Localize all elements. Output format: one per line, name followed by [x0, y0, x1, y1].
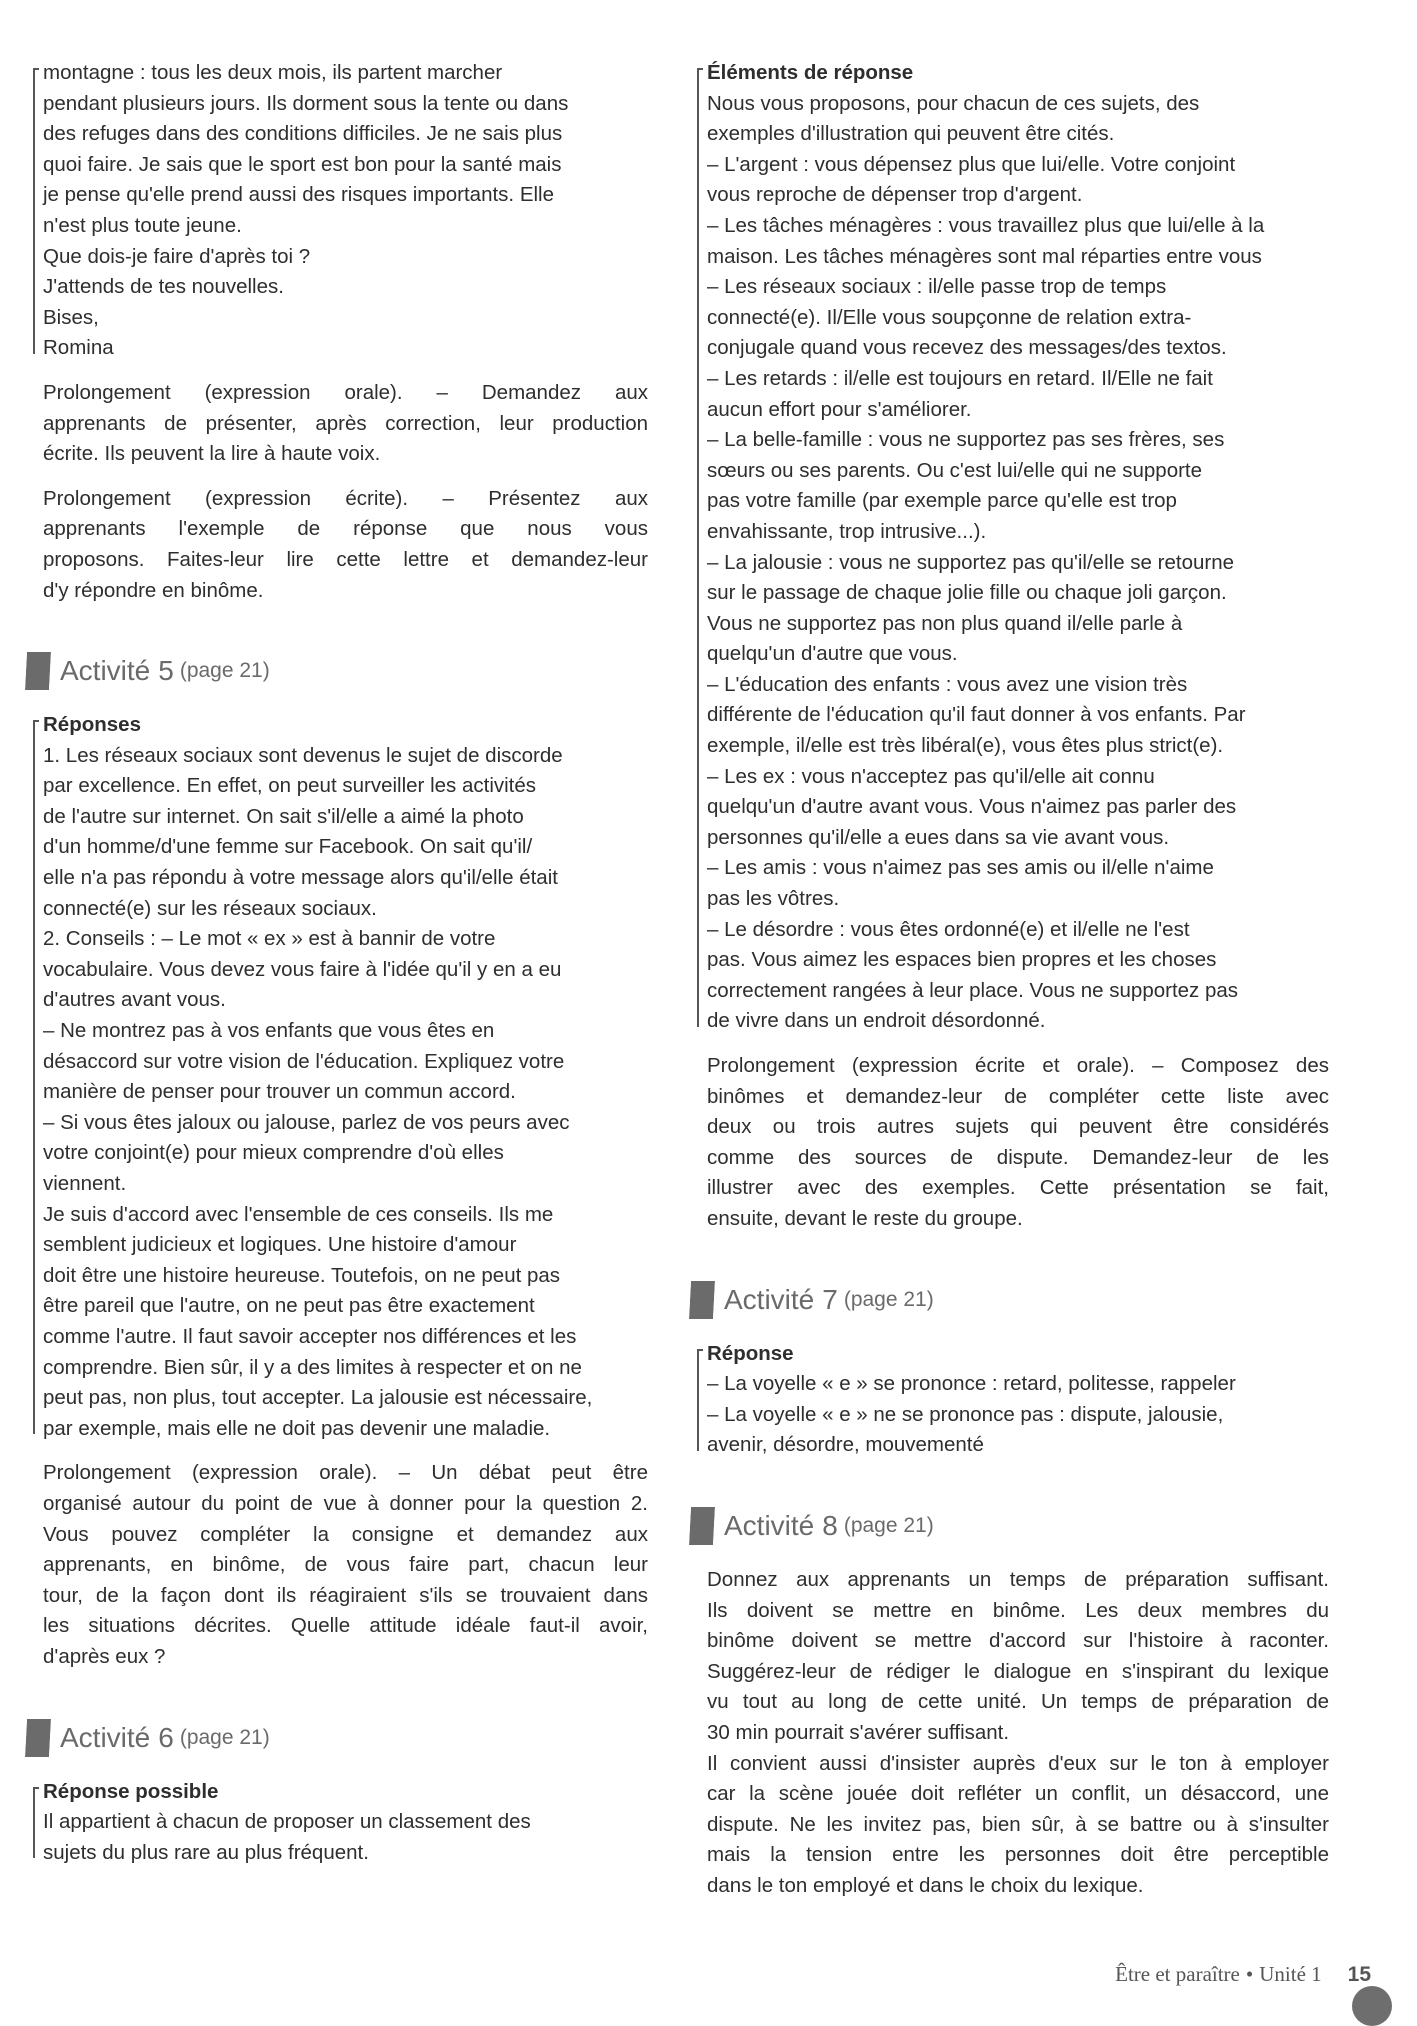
paragraph-line: car la scène jouée doit refléter un conflit, un désaccord, une [707, 1782, 1329, 1806]
paragraph-line: Prolongement (expression orale). – Un débat peut être [43, 1461, 648, 1485]
letter-line: pendant plusieurs jours. Ils dorment sous la tente ou dans [43, 91, 569, 115]
letter-line: Bises, [43, 305, 99, 329]
activity-title: Activité [724, 1283, 815, 1315]
activity-title: Activité [60, 655, 151, 687]
answer-line: d'autres avant vous. [43, 988, 226, 1012]
paragraph-line: Prolongement (expression écrite). – Présentez aux [43, 486, 648, 510]
page-footer [1115, 1962, 1371, 1987]
paragraph-line: d'y répondre en binôme. [43, 578, 264, 602]
paragraph-line: ensuite, devant le reste du groupe. [707, 1206, 1023, 1230]
left-column [43, 58, 648, 1868]
activity-8-heading [690, 1501, 1329, 1551]
element-line: sœurs ou ses parents. Ou c'est lui/elle qui ne supporte [707, 458, 1203, 482]
activity-title: Activité [60, 1721, 151, 1753]
letter-line: J'attends de tes nouvelles. [43, 275, 284, 299]
element-line: – Les amis : vous n'aimez pas ses amis ou il/elle n'aime [707, 856, 1214, 880]
activity-5-answers [43, 710, 648, 1444]
section-marker-icon [689, 1507, 715, 1545]
element-line: maison. Les tâches ménagères sont mal réparties entre vous [707, 244, 1262, 268]
element-line: – L'éducation des enfants : vous avez une vision très [707, 672, 1188, 696]
paragraph-line: organisé autour du point de vue à donner pour la question 2. [43, 1491, 648, 1515]
answer-line: 1. Les réseaux sociaux sont devenus le sujet de discorde [43, 743, 563, 767]
answers-heading: Réponses [43, 713, 141, 737]
activity-5-prolongement [43, 1458, 648, 1672]
paragraph-line: binôme doivent se mettre d'accord sur l'histoire à raconter. [707, 1629, 1329, 1653]
answer-line: avenir, désordre, mouvementé [707, 1433, 984, 1457]
paragraph-line: 30 min pourrait s'avérer suffisant. [707, 1720, 1010, 1744]
answer-heading: Réponse [707, 1341, 794, 1365]
activity-6-heading [26, 1713, 648, 1763]
page-number: 15 [1347, 1962, 1371, 1986]
paragraph-line: deux ou trois autres sujets qui peuvent être considérés [707, 1115, 1329, 1139]
prolongement-oral [43, 378, 648, 470]
paragraph-line: proposons. Faites-leur lire cette lettre et demandez-leur [43, 547, 648, 571]
element-line: exemple, il/elle est très libéral(e), vous êtes plus strict(e). [707, 734, 1224, 758]
answer-line: connecté(e) sur les réseaux sociaux. [43, 896, 377, 920]
unit-label: Unité 1 [1259, 1962, 1322, 1986]
element-line: – Les tâches ménagères : vous travaillez plus que lui/elle à la [707, 213, 1265, 237]
activity-7-heading [690, 1275, 1329, 1325]
paragraph-line: écrite. Ils peuvent la lire à haute voix. [43, 442, 381, 466]
element-line: – Les réseaux sociaux : il/elle passe trop de temps [707, 275, 1167, 299]
paragraph-line: d'après eux ? [43, 1644, 166, 1668]
element-line: pas les vôtres. [707, 887, 840, 911]
element-line: – Les retards : il/elle est toujours en retard. Il/Elle ne fait [707, 366, 1213, 390]
elements-de-reponse [707, 58, 1329, 1037]
activity-number: 5 [158, 655, 174, 687]
answer-line: – Si vous êtes jaloux ou jalouse, parlez de vos peurs avec [43, 1110, 570, 1134]
answer-line: votre conjoint(e) pour mieux comprendre d'où elles [43, 1141, 504, 1165]
activity-title: Activité [724, 1509, 815, 1541]
answer-line: doit être une histoire heureuse. Toutefois, on ne peut pas [43, 1263, 561, 1287]
element-line: – La belle-famille : vous ne supportez pas ses frères, ses [707, 428, 1225, 452]
element-line: correctement rangées à leur place. Vous ne supportez pas [707, 978, 1239, 1002]
answer-line: de l'autre sur internet. On sait s'il/elle a aimé la photo [43, 804, 524, 828]
element-line: sur le passage de chaque jolie fille ou chaque joli garçon. [707, 581, 1227, 605]
paragraph-line: Prolongement (expression orale). – Demandez aux [43, 380, 648, 404]
answer-line: elle n'a pas répondu à votre message alors qu'il/elle était [43, 866, 558, 890]
answer-line: Il appartient à chacun de proposer un classement des [43, 1810, 531, 1834]
activity-8-text [707, 1565, 1329, 1902]
paragraph-line: comme des sources de dispute. Demandez-leur de les [707, 1145, 1329, 1169]
letter-line: montagne : tous les deux mois, ils partent marcher [43, 61, 503, 84]
answer-line: comme l'autre. Il faut savoir accepter nos différences et les [43, 1324, 577, 1348]
paragraph-line: apprenants de présenter, après correction, leur production [43, 411, 648, 435]
element-line: Vous ne supportez pas non plus quand il/elle parle à [707, 611, 1183, 635]
element-line: pas. Vous aimez les espaces bien propres et les choses [707, 948, 1217, 972]
answer-line: viennent. [43, 1172, 127, 1195]
element-line: exemples d'illustration qui peuvent être cités. [707, 122, 1115, 146]
footer-separator: • [1245, 1962, 1254, 1986]
answer-line: Je suis d'accord avec l'ensemble de ces conseils. Ils me [43, 1202, 554, 1226]
prolongement-ecrit [43, 484, 648, 606]
answer-line: vocabulaire. Vous devez vous faire à l'idée qu'il y en a eu [43, 957, 562, 981]
answer-line: manière de penser pour trouver un commun accord. [43, 1080, 516, 1104]
activity-number: 8 [822, 1509, 838, 1541]
element-line: connecté(e). Il/Elle vous soupçonne de relation extra- [707, 305, 1192, 329]
answer-line: – La voyelle « e » ne se prononce pas : dispute, jalousie, [707, 1402, 1224, 1426]
section-marker-icon [25, 652, 51, 690]
element-line: – L'argent : vous dépensez plus que lui/elle. Votre conjoint [707, 152, 1236, 176]
letter-line: Romina [43, 336, 114, 360]
element-line: – La jalousie : vous ne supportez pas qu'il/elle se retourne [707, 550, 1234, 574]
section-marker-icon [689, 1281, 715, 1319]
section-marker-icon [25, 1719, 51, 1757]
element-line: différente de l'éducation qu'il faut donner à vos enfants. Par [707, 703, 1246, 727]
book-title: Être et paraître [1115, 1962, 1240, 1986]
right-column [707, 58, 1329, 1901]
paragraph-line: Prolongement (expression écrite et orale). – Composez des [707, 1054, 1329, 1077]
activity-6-answer [43, 1777, 648, 1869]
answer-line: être pareil que l'autre, on ne peut pas être exactement [43, 1294, 535, 1318]
element-line: Nous vous proposons, pour chacun de ces sujets, des [707, 91, 1200, 115]
activity-5-heading [26, 646, 648, 696]
element-line: quelqu'un d'autre que vous. [707, 642, 958, 666]
element-line: pas votre famille (par exemple parce qu'elle est trop [707, 489, 1177, 513]
answer-line: d'un homme/d'une femme sur Facebook. On sait qu'il/ [43, 835, 533, 859]
answer-line: 2. Conseils : – Le mot « ex » est à bannir de votre [43, 927, 496, 951]
paragraph-line: Donnez aux apprenants un temps de préparation suffisant. [707, 1567, 1329, 1591]
answer-line: – Ne montrez pas à vos enfants que vous êtes en [43, 1019, 495, 1043]
element-line: quelqu'un d'autre avant vous. Vous n'aimez pas parler des [707, 795, 1237, 819]
paragraph-line: les situations décrites. Quelle attitude idéale faut-il avoir, [43, 1614, 648, 1638]
activity-number: 7 [822, 1283, 838, 1315]
element-line: envahissante, trop intrusive...). [707, 519, 987, 543]
paragraph-line: Suggérez-leur de rédiger le dialogue en s'inspirant du lexique [707, 1659, 1329, 1683]
elements-prolongement [707, 1051, 1329, 1235]
letter-line: je pense qu'elle prend aussi des risques importants. Elle [43, 183, 555, 207]
letter-line: n'est plus toute jeune. [43, 213, 242, 237]
answer-line: semblent judicieux et logiques. Une histoire d'amour [43, 1233, 517, 1257]
answer-line: par exemple, mais elle ne doit pas devenir une maladie. [43, 1416, 551, 1440]
answer-line: – La voyelle « e » se prononce : retard, politesse, rappeler [707, 1372, 1236, 1396]
elements-heading: Éléments de réponse [707, 61, 914, 84]
paragraph-line: Il convient aussi d'insister auprès d'eux sur le ton à employer [707, 1751, 1329, 1775]
activity-page: (page 21) [179, 659, 270, 683]
paragraph-line: illustrer avec des exemples. Cette présentation se fait, [707, 1176, 1329, 1200]
paragraph-line: Vous pouvez compléter la consigne et demandez aux [43, 1522, 648, 1546]
element-line: personnes qu'il/elle a eues dans sa vie avant vous. [707, 825, 1170, 849]
answer-heading: Réponse possible [43, 1779, 219, 1803]
paragraph-line: dispute. Ne les invitez pas, bien sûr, à se battre ou à s'insulter [707, 1812, 1329, 1836]
paragraph-line: tour, de la façon dont ils réagiraient s'ils se trouvaient dans [43, 1583, 648, 1607]
letter-line: des refuges dans des conditions difficiles. Je ne sais plus [43, 122, 563, 146]
letter-line: quoi faire. Je sais que le sport est bon pour la santé mais [43, 152, 562, 176]
paragraph-line: apprenants l'exemple de réponse que nous vous [43, 517, 648, 541]
letter-excerpt [43, 58, 648, 364]
answer-line: désaccord sur votre vision de l'éducation. Expliquez votre [43, 1049, 565, 1073]
paragraph-line: Ils doivent se mettre en binôme. Les deux membres du [707, 1598, 1329, 1622]
element-line: conjugale quand vous recevez des messages/des textos. [707, 336, 1227, 360]
activity-page: (page 21) [179, 1725, 270, 1749]
paragraph-line: dans le ton employé et dans le choix du lexique. [707, 1873, 1144, 1897]
answer-line: par excellence. En effet, on peut surveiller les activités [43, 774, 537, 798]
element-line: vous reproche de dépenser trop d'argent. [707, 183, 1083, 207]
activity-page: (page 21) [843, 1287, 934, 1311]
activity-page: (page 21) [843, 1513, 934, 1537]
activity-number: 6 [158, 1721, 174, 1753]
element-line: de vivre dans un endroit désordonné. [707, 1009, 1046, 1033]
paragraph-line: binômes et demandez-leur de compléter cette liste avec [707, 1084, 1329, 1108]
paragraph-line: mais la tension entre les personnes doit être perceptible [707, 1843, 1329, 1867]
element-line: – Les ex : vous n'acceptez pas qu'il/elle ait connu [707, 764, 1155, 788]
answer-line: comprendre. Bien sûr, il y a des limites à respecter et on ne [43, 1355, 582, 1379]
answer-line: sujets du plus rare au plus fréquent. [43, 1840, 369, 1864]
paragraph-line: vu tout au long de cette unité. Un temps de préparation de [707, 1690, 1329, 1714]
paragraph-line: apprenants, en binôme, de vous faire part, chacun leur [43, 1553, 648, 1577]
element-line: – Le désordre : vous êtes ordonné(e) et il/elle ne l'est [707, 917, 1190, 941]
element-line: aucun effort pour s'améliorer. [707, 397, 972, 421]
answer-line: peut pas, non plus, tout accepter. La jalousie est nécessaire, [43, 1386, 593, 1410]
activity-7-answer [707, 1339, 1329, 1461]
page-corner-decoration [1352, 1986, 1392, 2026]
letter-line: Que dois-je faire d'après toi ? [43, 244, 311, 268]
